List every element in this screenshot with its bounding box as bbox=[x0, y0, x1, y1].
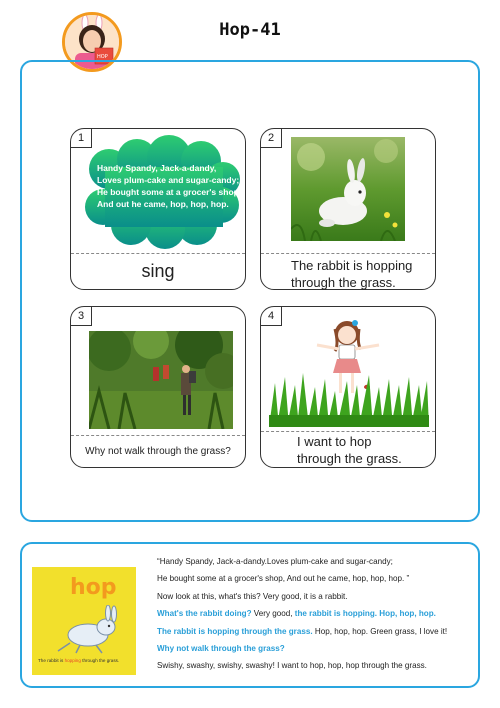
story-script bbox=[157, 553, 477, 675]
script-line: He bought some at a grocer's shop, And out he came, hop, hop, hop. ” bbox=[157, 574, 410, 584]
card-number: 4 bbox=[261, 307, 282, 326]
script-line: Why not walk through the grass? bbox=[157, 644, 285, 654]
rabbit-drawing bbox=[50, 605, 130, 655]
card-divider bbox=[261, 431, 435, 432]
card-2 bbox=[260, 128, 436, 290]
hikers-photo bbox=[89, 331, 233, 429]
page-title: Hop-41 bbox=[219, 20, 281, 40]
card-4 bbox=[260, 306, 436, 468]
card-divider bbox=[261, 253, 435, 254]
card-caption: Why not walk through the grass? bbox=[85, 446, 231, 457]
card-caption: I want to hop through the grass. bbox=[297, 434, 402, 466]
script-line: Swishy, swashy, swishy, swashy! I want to hop, hop, hop through the grass. bbox=[157, 661, 427, 671]
card-number: 1 bbox=[71, 129, 92, 148]
book-title: hop bbox=[70, 575, 117, 600]
script-line: “Handy Spandy, Jack-a-dandy.Loves plum-cake and sugar-candy; bbox=[157, 557, 393, 566]
card-caption: sing bbox=[141, 261, 175, 281]
script-line: Now look at this, what's this? Very good, it is a rabbit. bbox=[157, 591, 348, 601]
girl-hopping-illustration bbox=[269, 315, 429, 427]
svg-text:HOP: HOP bbox=[97, 54, 108, 60]
rhyme-text: Handy Spandy, Jack-a-dandy, Loves plum-cake and sugar-candy; He bought some at a grocer's shop, And out he came, hop, hop, hop. bbox=[97, 163, 242, 209]
rabbit-photo bbox=[291, 137, 405, 241]
card-number: 2 bbox=[261, 129, 282, 148]
card-divider bbox=[71, 435, 245, 436]
script-line: What's the rabbit doing? Very good, the rabbit is hopping. Hop, hop, hop. bbox=[157, 609, 436, 619]
card-number: 3 bbox=[71, 307, 92, 326]
card-3 bbox=[70, 306, 246, 468]
book-cover bbox=[32, 567, 136, 675]
book-caption: The rabbit is hopping through the grass. bbox=[38, 658, 120, 663]
script-line: The rabbit is hopping through the grass. Hop, hop, hop. Green grass, I love it! bbox=[157, 626, 448, 636]
card-divider bbox=[71, 253, 245, 254]
card-caption: The rabbit is hopping through the grass. bbox=[291, 258, 413, 290]
card-1 bbox=[70, 128, 246, 290]
